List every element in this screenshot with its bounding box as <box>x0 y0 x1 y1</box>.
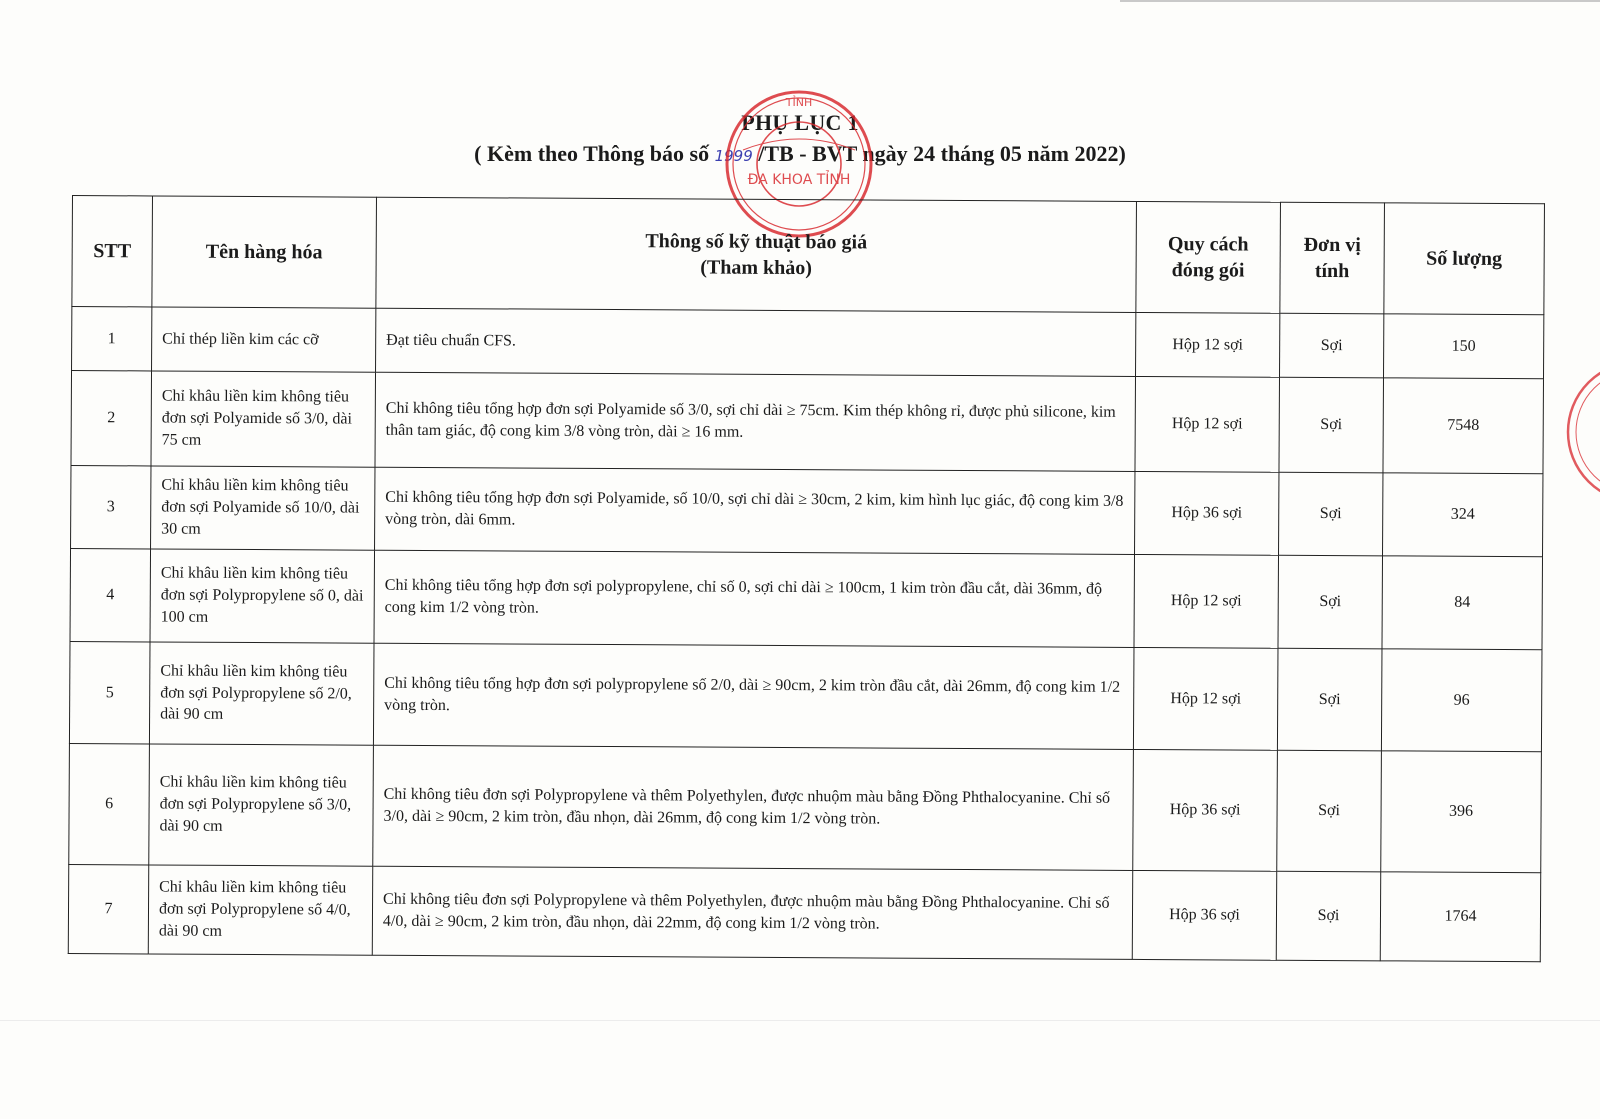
cell-qty: 324 <box>1383 473 1543 557</box>
cell-name: Chỉ khâu liền kim không tiêu đơn sợi Polypropylene số 3/0, dài 90 cm <box>149 744 374 866</box>
cell-unit: Sợi <box>1279 377 1384 473</box>
cell-packing: Hộp 36 sợi <box>1132 870 1276 960</box>
header-name: Tên hàng hóa <box>152 196 377 308</box>
cell-qty: 84 <box>1382 556 1543 650</box>
cell-stt: 4 <box>70 548 151 641</box>
cell-unit: Sợi <box>1280 313 1384 378</box>
cell-stt: 7 <box>68 864 148 953</box>
seal-center-text: ĐA KHOA TỈNH <box>747 172 851 188</box>
side-seal-fragment <box>1558 352 1600 512</box>
cell-spec: Đạt tiêu chuẩn CFS. <box>376 308 1136 376</box>
cell-name: Chỉ thép liền kim các cỡ <box>152 307 376 372</box>
table-row <box>69 641 1542 751</box>
cell-unit: Sợi <box>1276 871 1380 961</box>
header-spec-line2: (Tham khảo) <box>700 256 813 280</box>
cell-packing: Hộp 12 sợi <box>1134 554 1279 648</box>
document-title: PHỤ LỤC 1 <box>741 110 859 135</box>
header-qty: Số lượng <box>1384 203 1545 315</box>
cell-spec: Chỉ không tiêu đơn sợi Polypropylene và thêm Polyethylen, được nhuộm màu bằng Đồng Phthalocyanine. Chỉ số 3/0, dài ≥ 90cm, 2 kim tròn, đầu nhọn, dài 26mm, độ cong kim 1/2 vòng tròn. <box>373 745 1134 870</box>
header-packing <box>1136 201 1281 313</box>
header-packing-line1: Quy cách <box>1167 233 1249 256</box>
header-unit-line1: Đơn vị <box>1303 233 1361 257</box>
table-row <box>69 743 1542 872</box>
cell-unit: Sợi <box>1279 472 1383 556</box>
scan-bottom-shadow <box>0 1020 1600 1021</box>
cell-qty: 7548 <box>1383 378 1544 474</box>
cell-name: Chỉ khâu liền kim không tiêu đơn sợi Polyamide số 3/0, dài 75 cm <box>151 371 376 467</box>
cell-qty: 1764 <box>1380 872 1540 962</box>
quotation-table <box>68 195 1545 962</box>
cell-packing: Hộp 12 sợi <box>1133 647 1278 750</box>
cell-unit: Sợi <box>1277 648 1382 751</box>
cell-name: Chỉ khâu liền kim không tiêu đơn sợi Polypropylene số 0, dài 100 cm <box>150 549 375 643</box>
cell-name: Chỉ khâu liền kim không tiêu đơn sợi Polypropylene số 4/0, dài 90 cm <box>148 865 372 955</box>
cell-stt: 3 <box>71 465 151 548</box>
table-row <box>71 371 1544 474</box>
cell-qty: 96 <box>1381 649 1542 752</box>
cell-packing: Hộp 36 sợi <box>1135 471 1279 555</box>
cell-name: Chỉ khâu liền kim không tiêu đơn sợi Polypropylene số 2/0, dài 90 cm <box>149 642 374 745</box>
subtitle-after: /TB - BVT ngày 24 tháng 05 năm 2022) <box>752 141 1126 166</box>
header-packing-line2: đóng gói <box>1171 259 1245 282</box>
cell-packing: Hộp 36 sợi <box>1133 749 1278 871</box>
cell-spec: Chỉ không tiêu đơn sợi Polypropylene và thêm Polyethylen, được nhuộm màu bằng Đồng Phthalocyanine. Chỉ số 4/0, dài ≥ 90cm, 2 kim tròn, đầu nhọn, dài 22mm, độ cong kim 1/2 vòng tròn. <box>372 866 1132 959</box>
cell-qty: 150 <box>1383 314 1543 379</box>
header-unit-line2: tính <box>1314 259 1350 283</box>
table-row <box>70 548 1542 649</box>
cell-name: Chỉ khâu liền kim không tiêu đơn sợi Polyamide số 10/0, dài 30 cm <box>151 466 375 550</box>
header-unit <box>1280 202 1385 314</box>
cell-spec: Chỉ không tiêu tổng hợp đơn sợi Polyamide số 3/0, sợi chỉ dài ≥ 75cm. Kim thép không rỉ, được phủ silicone, kim thân tam giác, độ cong kim 3/8 vòng tròn, dài ≥ 16 mm. <box>375 372 1136 471</box>
header-stt: STT <box>72 196 153 307</box>
table-row <box>71 465 1543 556</box>
cell-qty: 396 <box>1381 751 1542 873</box>
document-subtitle <box>0 141 1600 167</box>
cell-spec: Chỉ không tiêu tổng hợp đơn sợi polypropylene số 2/0, dài ≥ 90cm, 2 kim tròn đầu cắt, dài 26mm, độ cong kim 1/2 vòng tròn. <box>373 643 1134 749</box>
cell-packing: Hộp 12 sợi <box>1136 312 1280 377</box>
subtitle-before: ( Kèm theo Thông báo số <box>474 141 715 166</box>
cell-stt: 1 <box>72 307 152 371</box>
cell-unit: Sợi <box>1277 750 1382 872</box>
cell-stt: 5 <box>69 641 150 743</box>
cell-unit: Sợi <box>1278 555 1383 649</box>
cell-packing: Hộp 12 sợi <box>1135 376 1280 472</box>
notice-number: 1999 <box>714 147 753 165</box>
header-spec-line1: Thông số kỹ thuật báo giá <box>645 230 868 254</box>
cell-stt: 6 <box>69 743 150 864</box>
cell-spec: Chỉ không tiêu tổng hợp đơn sợi Polyamide, số 10/0, sợi chỉ dài ≥ 30cm, 2 kim, kim hình lục giác, độ cong kim 3/8 vòng tròn, dài 6mm. <box>375 467 1135 554</box>
table-row <box>68 864 1540 961</box>
seal-top-text: TỈNH <box>785 96 813 109</box>
cell-spec: Chỉ không tiêu tổng hợp đơn sợi polypropylene, chỉ số 0, sợi chỉ dài ≥ 100cm, 1 kim tròn đầu cắt, dài 36mm, độ cong kim 1/2 vòng tròn. <box>374 550 1135 647</box>
scan-edge-mark <box>1120 0 1600 2</box>
header-spec <box>376 197 1137 312</box>
table-header-row <box>72 196 1545 315</box>
cell-stt: 2 <box>71 371 152 466</box>
table-row <box>72 307 1544 379</box>
